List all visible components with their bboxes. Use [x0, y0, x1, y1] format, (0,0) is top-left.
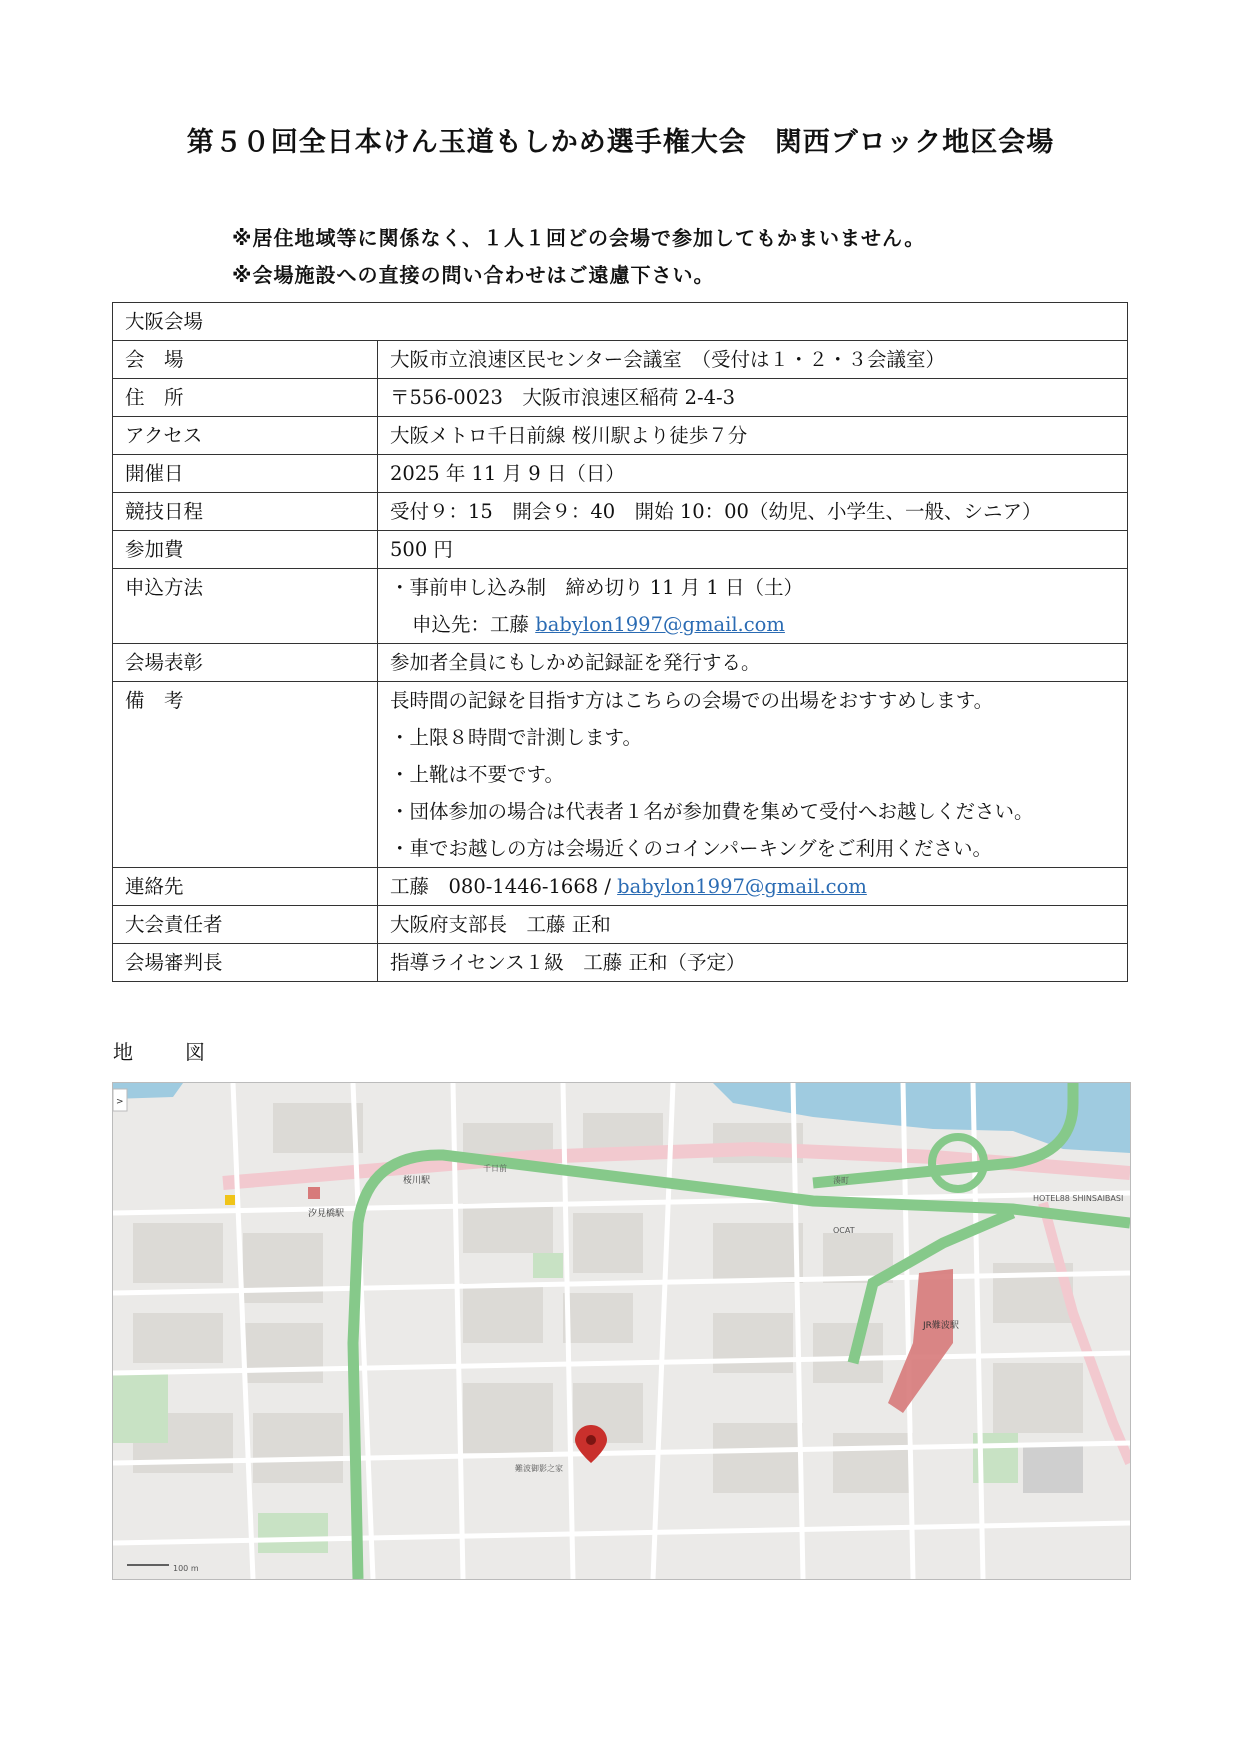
venue-header: 大阪会場 — [113, 303, 1128, 341]
row-label: 参加費 — [113, 531, 378, 569]
park-area — [533, 1253, 563, 1278]
map-canvas — [113, 1083, 1130, 1579]
map-label-sakuragawa: 桜川駅 — [403, 1176, 431, 1186]
chevron-right-icon: > — [116, 1097, 124, 1107]
table-row-apply — [113, 569, 1128, 644]
table-row-referee — [113, 944, 1128, 982]
table-row-date — [113, 455, 1128, 493]
remarks-line: ・上限８時間で計測します。 — [390, 726, 642, 749]
venue-info-table — [112, 302, 1128, 982]
row-label: 会場表彰 — [113, 644, 378, 682]
row-label: 大会責任者 — [113, 906, 378, 944]
page-title: 第５０回全日本けん玉道もしかめ選手権大会 関西ブロック地区会場 — [186, 127, 1055, 158]
remarks-line: 長時間の記録を目指す方はこちらの会場での出場をおすすめします。 — [390, 689, 994, 712]
remarks-line: ・上靴は不要です。 — [390, 763, 564, 786]
director-value: 大阪府支部長 工藤 正和 — [378, 906, 1128, 944]
table-row-venue — [113, 341, 1128, 379]
location-map[interactable] — [112, 1082, 1131, 1580]
contact-value — [378, 868, 1128, 906]
block-gray — [1023, 1443, 1083, 1493]
remarks-value — [378, 682, 1128, 868]
row-label: 連絡先 — [113, 868, 378, 906]
fee-value: 500 円 — [378, 531, 1128, 569]
access-value: 大阪メトロ千日前線 桜川駅より徒歩７分 — [378, 417, 1128, 455]
subway-marker-icon — [225, 1195, 235, 1205]
row-label: 競技日程 — [113, 493, 378, 531]
venue-value: 大阪市立浪速区民センター会議室 （受付は１・２・３会議室） — [378, 341, 1128, 379]
table-row-fee — [113, 531, 1128, 569]
date-value: 2025 年 11 月 9 日（日） — [378, 455, 1128, 493]
apply-email-link[interactable]: babylon1997@gmail.com — [535, 613, 785, 636]
map-label-minatomachi: 湊町 — [833, 1176, 849, 1185]
row-label: 備 考 — [113, 682, 378, 868]
row-label: 開催日 — [113, 455, 378, 493]
apply-value — [378, 569, 1128, 644]
table-row-remarks — [113, 682, 1128, 868]
map-label-hotel: HOTEL88 SHINSAIBASI — [1033, 1194, 1124, 1203]
map-scale: 100 m — [173, 1564, 199, 1573]
row-label: 住 所 — [113, 379, 378, 417]
apply-line1: ・事前申し込み制 締め切り 11 月 1 日（土） — [390, 576, 804, 599]
row-label: 会 場 — [113, 341, 378, 379]
map-label-shiomibashi: 汐見橋駅 — [308, 1209, 345, 1219]
table-row-director — [113, 906, 1128, 944]
note-no-inquiry: ※会場施設への直接の問い合わせはご遠慮下さい。 — [232, 263, 715, 287]
row-label: アクセス — [113, 417, 378, 455]
map-heading: 地 図 — [113, 1040, 221, 1064]
table-row-schedule — [113, 493, 1128, 531]
table-row-access — [113, 417, 1128, 455]
table-row-award — [113, 644, 1128, 682]
map-label-venue: 難波御影之家 — [515, 1464, 563, 1473]
referee-value: 指導ライセンス１級 工藤 正和（予定） — [378, 944, 1128, 982]
contact-email-link[interactable]: babylon1997@gmail.com — [617, 875, 867, 898]
remarks-line: ・団体参加の場合は代表者１名が参加費を集めて受付へお越しください。 — [390, 800, 1034, 823]
map-label-sennichimae: 千日前 — [483, 1164, 507, 1173]
address-value: 〒556-0023 大阪市浪速区稲荷 2-4-3 — [378, 379, 1128, 417]
table-row-contact — [113, 868, 1128, 906]
schedule-value: 受付９：15 開会９：40 開始 10：00（幼児、小学生、一般、シニア） — [378, 493, 1128, 531]
park-area — [258, 1513, 328, 1553]
map-label-namba: JR難波駅 — [923, 1321, 959, 1331]
table-row-header — [113, 303, 1128, 341]
row-label: 会場審判長 — [113, 944, 378, 982]
apply-prefix: 申込先：工藤 — [412, 613, 530, 636]
remarks-line: ・車でお越しの方は会場近くのコインパーキングをご利用ください。 — [390, 837, 992, 860]
note-any-venue: ※居住地域等に関係なく、１人１回どの会場で参加してもかまいません。 — [232, 226, 926, 250]
station-marker-icon — [308, 1187, 320, 1199]
apply-line2 — [390, 606, 1115, 643]
row-label: 申込方法 — [113, 569, 378, 644]
table-row-address — [113, 379, 1128, 417]
map-label-ocat: OCAT — [833, 1226, 855, 1235]
contact-phone: 工藤 080-1446-1668 / — [390, 875, 611, 898]
award-value: 参加者全員にもしかめ記録証を発行する。 — [378, 644, 1128, 682]
park-area — [113, 1373, 168, 1443]
